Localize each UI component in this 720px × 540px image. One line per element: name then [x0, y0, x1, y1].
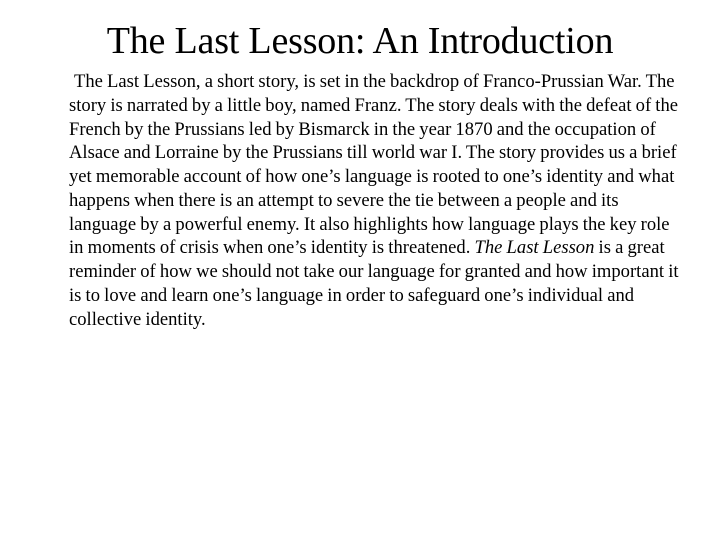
body-paragraph [69, 70, 683, 331]
paragraph-text-part1: The Last Lesson, a short story, is set in the backdrop of Franco-Prussian War. The story is narrated by a little boy, named Franz. The story deals with the defeat of the French by the Prussians led by Bismarck in the year 1870 and the occupation of Alsace and Lorraine by the Prussians till world war I. The story provides us a brief yet memorable account of how one’s language is rooted to one’s identity and what happens when there is an attempt to severe the tie between a people and its language by a powerful enemy. It also highlights how language plays the key role in moments of crisis when one’s identity is threatened. [69, 71, 679, 259]
paragraph-text-part2: is a great reminder of how we should not take our language for granted and how important it is to love and learn one’s language in order to safeguard one’s individual and collective identity. [69, 237, 679, 330]
slide-title: The Last Lesson: An Introduction [106, 20, 614, 62]
paragraph-italic-title: The Last Lesson [474, 237, 595, 259]
